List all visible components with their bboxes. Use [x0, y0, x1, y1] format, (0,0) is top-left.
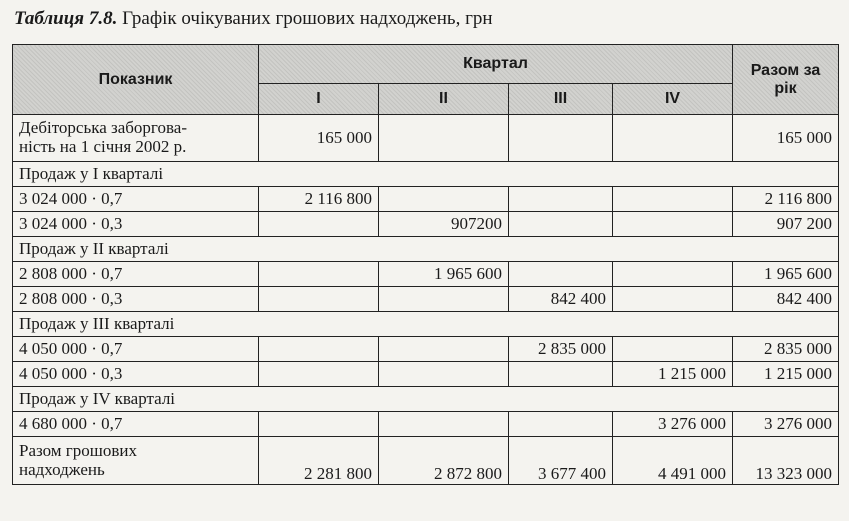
cell-q2	[379, 412, 509, 437]
table-row	[13, 312, 839, 337]
table-row	[13, 437, 839, 485]
cell-q1: 165 000	[259, 115, 379, 162]
cell-q4	[613, 262, 733, 287]
cell-q4: 4 491 000	[613, 437, 733, 485]
cell-q1: 2 116 800	[259, 187, 379, 212]
cell-q1	[259, 412, 379, 437]
table-row	[13, 237, 839, 262]
cell-q2	[379, 337, 509, 362]
cell-q2	[379, 187, 509, 212]
row-label: 2 808 000 · 0,7	[13, 262, 259, 287]
cell-q4	[613, 187, 733, 212]
row-label: Разом грошових надходжень	[13, 437, 259, 485]
section-label: Продаж у IV кварталі	[13, 387, 839, 412]
header-quarter-1: I	[259, 84, 379, 115]
cell-total: 2 835 000	[733, 337, 839, 362]
table-row	[13, 187, 839, 212]
header-quarter-3: III	[509, 84, 613, 115]
header-quarter-4: IV	[613, 84, 733, 115]
cell-total: 3 276 000	[733, 412, 839, 437]
table-row	[13, 115, 839, 162]
cell-q3	[509, 262, 613, 287]
cell-total: 842 400	[733, 287, 839, 312]
cell-q3	[509, 212, 613, 237]
row-label: Дебіторська заборгова- ність на 1 січня 2002 р.	[13, 115, 259, 162]
table-row	[13, 387, 839, 412]
table-row	[13, 337, 839, 362]
row-label: 4 680 000 · 0,7	[13, 412, 259, 437]
table-row	[13, 287, 839, 312]
cell-q4	[613, 337, 733, 362]
section-label: Продаж у III кварталі	[13, 312, 839, 337]
cell-q2	[379, 115, 509, 162]
cell-q1: 2 281 800	[259, 437, 379, 485]
cell-total: 13 323 000	[733, 437, 839, 485]
cell-total: 907 200	[733, 212, 839, 237]
header-quarter-2: II	[379, 84, 509, 115]
cell-q3	[509, 362, 613, 387]
row-label: 4 050 000 · 0,7	[13, 337, 259, 362]
caption-label: Таблиця 7.8.	[14, 8, 118, 29]
cell-total: 2 116 800	[733, 187, 839, 212]
cell-q1	[259, 212, 379, 237]
cell-q4	[613, 287, 733, 312]
cell-total: 165 000	[733, 115, 839, 162]
cash-receipts-table	[12, 44, 839, 485]
table-caption	[14, 8, 493, 30]
table-row	[13, 162, 839, 187]
caption-text: Графік очікуваних грошових надходжень, грн	[122, 8, 493, 29]
section-label: Продаж у I кварталі	[13, 162, 839, 187]
table-row	[13, 362, 839, 387]
cell-q2	[379, 362, 509, 387]
table-row	[13, 262, 839, 287]
cell-q3	[509, 115, 613, 162]
cell-q2: 907200	[379, 212, 509, 237]
cell-q1	[259, 362, 379, 387]
cell-q3: 3 677 400	[509, 437, 613, 485]
table-row	[13, 212, 839, 237]
header-indicator: Показник	[13, 45, 259, 115]
cell-q2: 1 965 600	[379, 262, 509, 287]
cell-q4	[613, 115, 733, 162]
cell-q2: 2 872 800	[379, 437, 509, 485]
cell-q3	[509, 187, 613, 212]
row-label: 4 050 000 · 0,3	[13, 362, 259, 387]
row-label: 3 024 000 · 0,7	[13, 187, 259, 212]
cell-total: 1 965 600	[733, 262, 839, 287]
row-label: 3 024 000 · 0,3	[13, 212, 259, 237]
header-quarter: Квартал	[259, 45, 733, 84]
cell-total: 1 215 000	[733, 362, 839, 387]
cell-q1	[259, 287, 379, 312]
cell-q3: 842 400	[509, 287, 613, 312]
cell-q2	[379, 287, 509, 312]
cell-q3	[509, 412, 613, 437]
cell-q4	[613, 212, 733, 237]
cell-q3: 2 835 000	[509, 337, 613, 362]
cell-q1	[259, 262, 379, 287]
section-label: Продаж у II кварталі	[13, 237, 839, 262]
cell-q4: 3 276 000	[613, 412, 733, 437]
row-label: 2 808 000 · 0,3	[13, 287, 259, 312]
cell-q1	[259, 337, 379, 362]
table-row	[13, 412, 839, 437]
header-total: Разом за рік	[733, 45, 839, 115]
cell-q4: 1 215 000	[613, 362, 733, 387]
